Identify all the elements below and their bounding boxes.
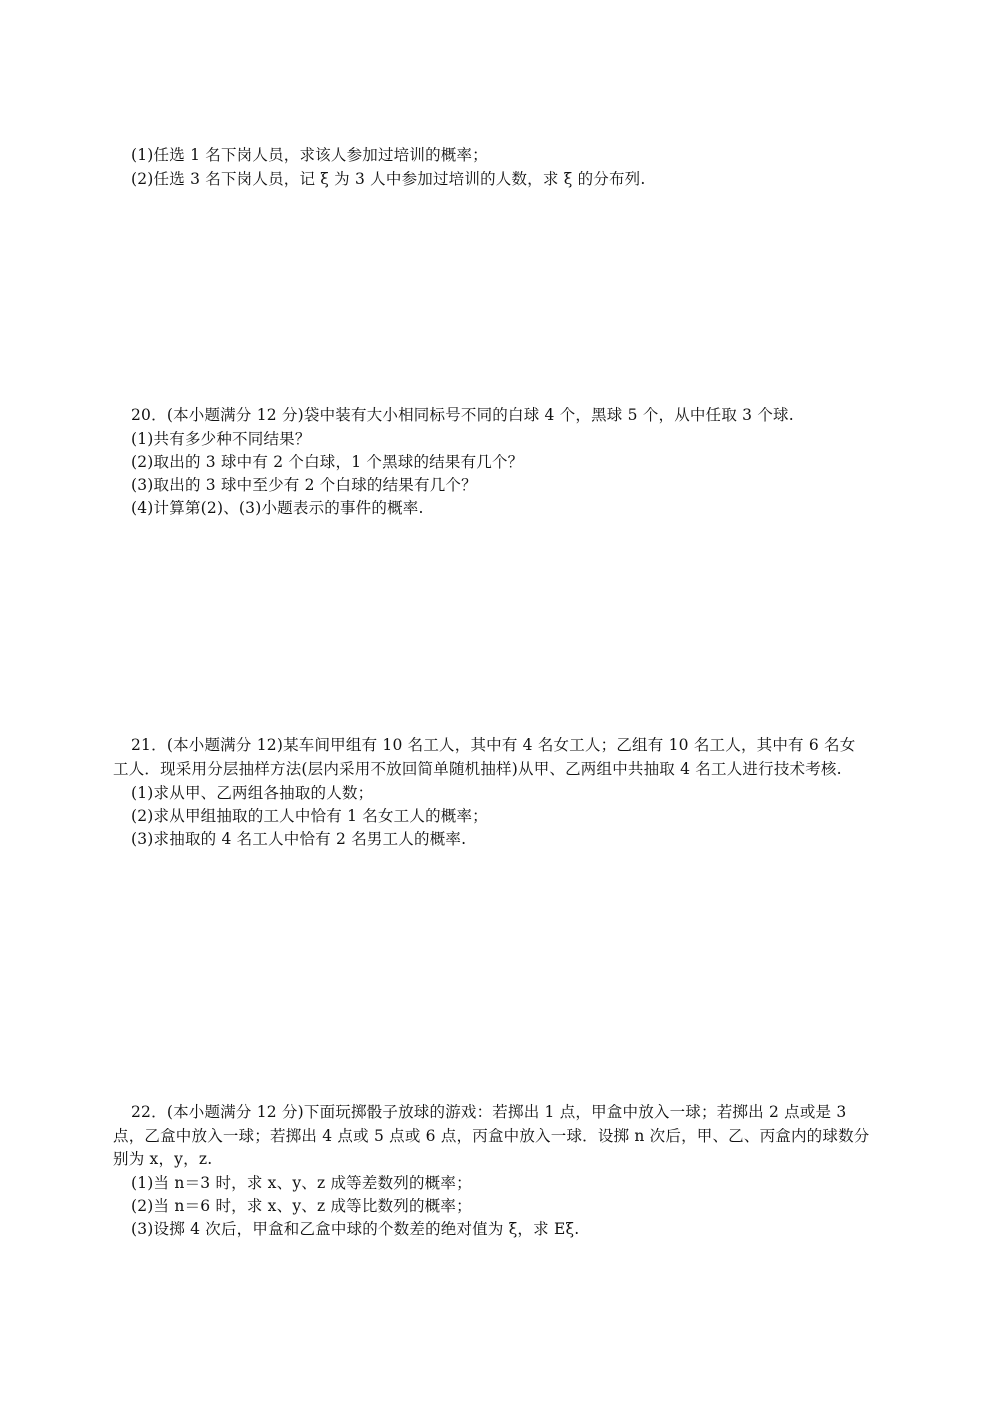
q19-sub2: (2)任选 3 名下岗人员，记 ξ 为 3 人中参加过培训的人数，求 ξ 的分布列.	[131, 170, 646, 188]
q22-sub2: (2)当 n＝6 时，求 x、y、z 成等比数列的概率；	[131, 1197, 472, 1215]
q21-stem-line1: 21．(本小题满分 12)某车间甲组有 10 名工人，其中有 4 名女工人；乙组有 10 名工人，其中有 6 名女	[131, 736, 856, 754]
q22-stem-line1: 22．(本小题满分 12 分)下面玩掷骰子放球的游戏：若掷出 1 点，甲盒中放入一球；若掷出 2 点或是 3	[131, 1103, 847, 1121]
q19-sub1: (1)任选 1 名下岗人员，求该人参加过培训的概率；	[131, 146, 488, 164]
q20-sub3: (3)取出的 3 球中至少有 2 个白球的结果有几个？	[131, 476, 477, 494]
q20-sub2: (2)取出的 3 球中有 2 个白球，1 个黑球的结果有几个？	[131, 453, 524, 471]
q22-stem-line2: 点，乙盒中放入一球；若掷出 4 点或 5 点或 6 点，丙盒中放入一球．设掷 n 次后，甲、乙、丙盒内的球数分	[113, 1127, 870, 1145]
q20-stem: 20．(本小题满分 12 分)袋中装有大小相同标号不同的白球 4 个，黑球 5 个，从中任取 3 个球.	[131, 406, 794, 424]
q21-sub2: (2)求从甲组抽取的工人中恰有 1 名女工人的概率；	[131, 807, 488, 825]
q20-sub4: (4)计算第(2)、(3)小题表示的事件的概率.	[131, 499, 424, 517]
q21-stem-line2: 工人．现采用分层抽样方法(层内采用不放回简单随机抽样)从甲、乙两组中共抽取 4 名工人进行技术考核.	[113, 760, 842, 778]
q20-sub1: (1)共有多少种不同结果？	[131, 430, 311, 448]
q21-sub1: (1)求从甲、乙两组各抽取的人数；	[131, 784, 374, 802]
q22-sub1: (1)当 n＝3 时，求 x、y、z 成等差数列的概率；	[131, 1174, 472, 1192]
q22-sub3: (3)设掷 4 次后，甲盒和乙盒中球的个数差的绝对值为 ξ，求 Eξ.	[131, 1220, 580, 1238]
q21-sub3: (3)求抽取的 4 名工人中恰有 2 名男工人的概率.	[131, 830, 467, 848]
q22-stem-line3: 别为 x，y，z.	[113, 1150, 213, 1168]
